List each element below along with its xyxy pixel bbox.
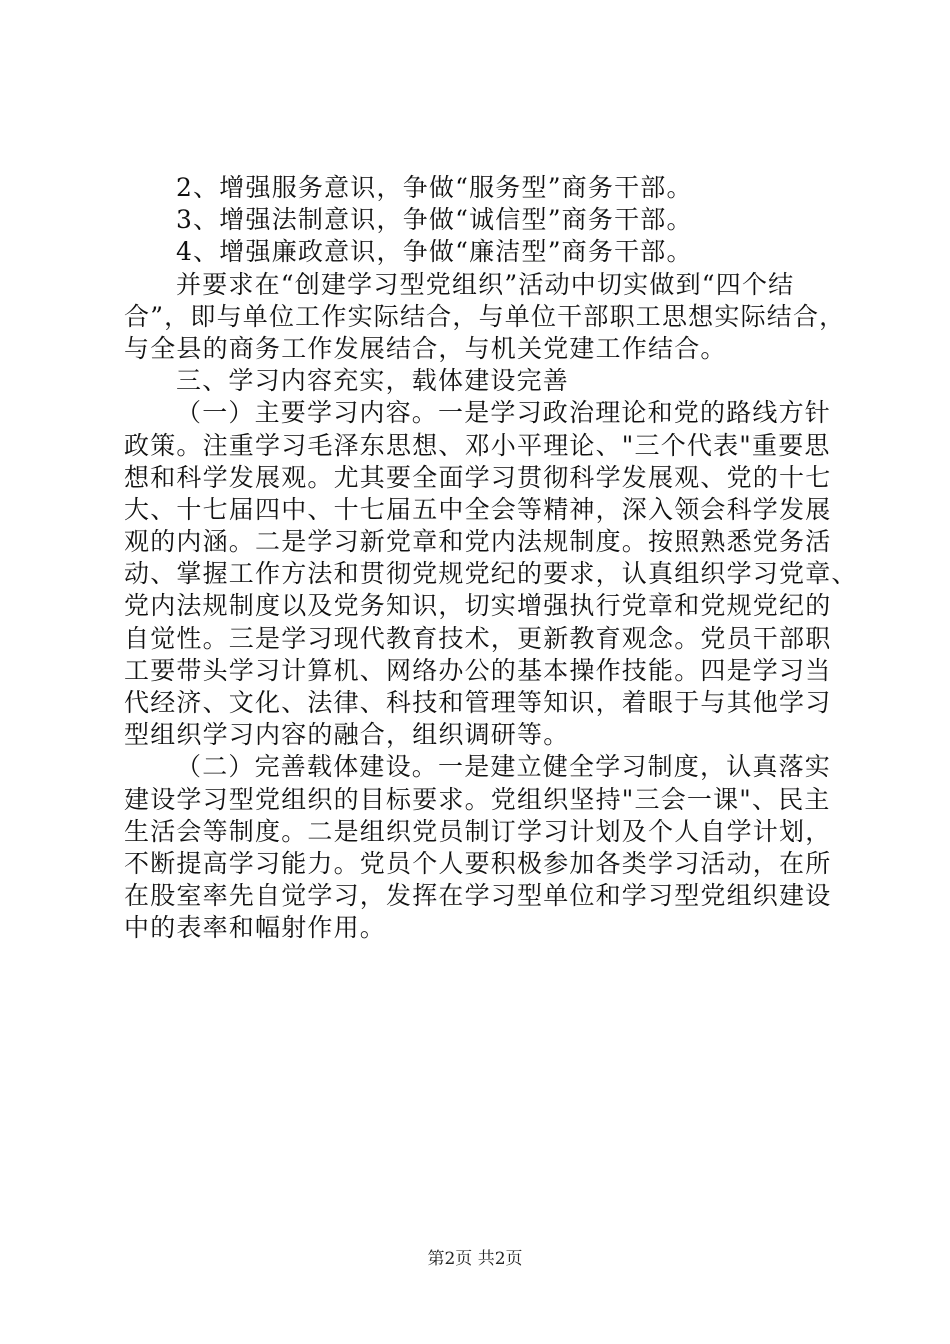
paragraph-line: 想和科学发展观。尤其要全面学习贯彻科学发展观、党的十七 <box>124 462 832 492</box>
paragraph-line: 大、十七届四中、十七届五中全会等精神，深入领会科学发展 <box>124 494 832 524</box>
paragraph-line: 自觉性。三是学习现代教育技术，更新教育观念。党员干部职 <box>124 623 832 653</box>
list-item-3: 3、增强法制意识，争做“诚信型”商务干部。 <box>176 205 693 235</box>
list-item-4: 4、增强廉政意识，争做“廉洁型”商务干部。 <box>176 237 693 267</box>
paragraph-line: 中的表率和幅射作用。 <box>124 913 387 943</box>
paragraph-line: 合”，即与单位工作实际结合，与单位干部职工思想实际结合， <box>124 301 846 331</box>
paragraph-line: 代经济、文化、法律、科技和管理等知识，着眼于与其他学习 <box>124 688 832 717</box>
paragraph-line: 工要带头学习计算机、网络办公的基本操作技能。四是学习当 <box>124 655 832 685</box>
document-body <box>124 172 858 945</box>
paragraph-line: 政策。注重学习毛泽东思想、邓小平理论、"三个代表"重要思 <box>124 430 831 460</box>
list-item-2: 2、增强服务意识，争做“服务型”商务干部。 <box>176 173 693 202</box>
paragraph-line: 型组织学习内容的融合，组织调研等。 <box>124 720 570 750</box>
subsection-heading-line: （二）完善载体建设。一是建立健全学习制度，认真落实 <box>176 752 832 782</box>
paragraph-line: 与全县的商务工作发展结合，与机关党建工作结合。 <box>124 333 727 363</box>
paragraph-line: 建设学习型党组织的目标要求。党组织坚持"三会一课"、民主 <box>124 784 831 814</box>
subsection-heading-line: （一）主要学习内容。一是学习政治理论和党的路线方针 <box>176 398 832 428</box>
paragraph-line: 生活会等制度。二是组织党员制订学习计划及个人自学计划， <box>124 816 832 846</box>
paragraph-line: 党内法规制度以及党务知识，切实增强执行党章和党规党纪的 <box>124 591 832 621</box>
paragraph-line: 动、掌握工作方法和贯彻党规党纪的要求，认真组织学习党章、 <box>124 559 858 589</box>
section-heading: 三、学习内容充实，载体建设完善 <box>176 366 570 396</box>
paragraph-line: 在股室率先自觉学习，发挥在学习型单位和学习型党组织建设 <box>124 881 832 911</box>
page-number-footer: 第2页 共2页 <box>427 1249 523 1269</box>
paragraph-line: 观的内涵。二是学习新党章和党内法规制度。按照熟悉党务活 <box>124 527 832 557</box>
paragraph-line: 并要求在“创建学习型党组织”活动中切实做到“四个结 <box>176 269 795 299</box>
paragraph-line: 不断提高学习能力。党员个人要积极参加各类学习活动，在所 <box>124 848 832 878</box>
